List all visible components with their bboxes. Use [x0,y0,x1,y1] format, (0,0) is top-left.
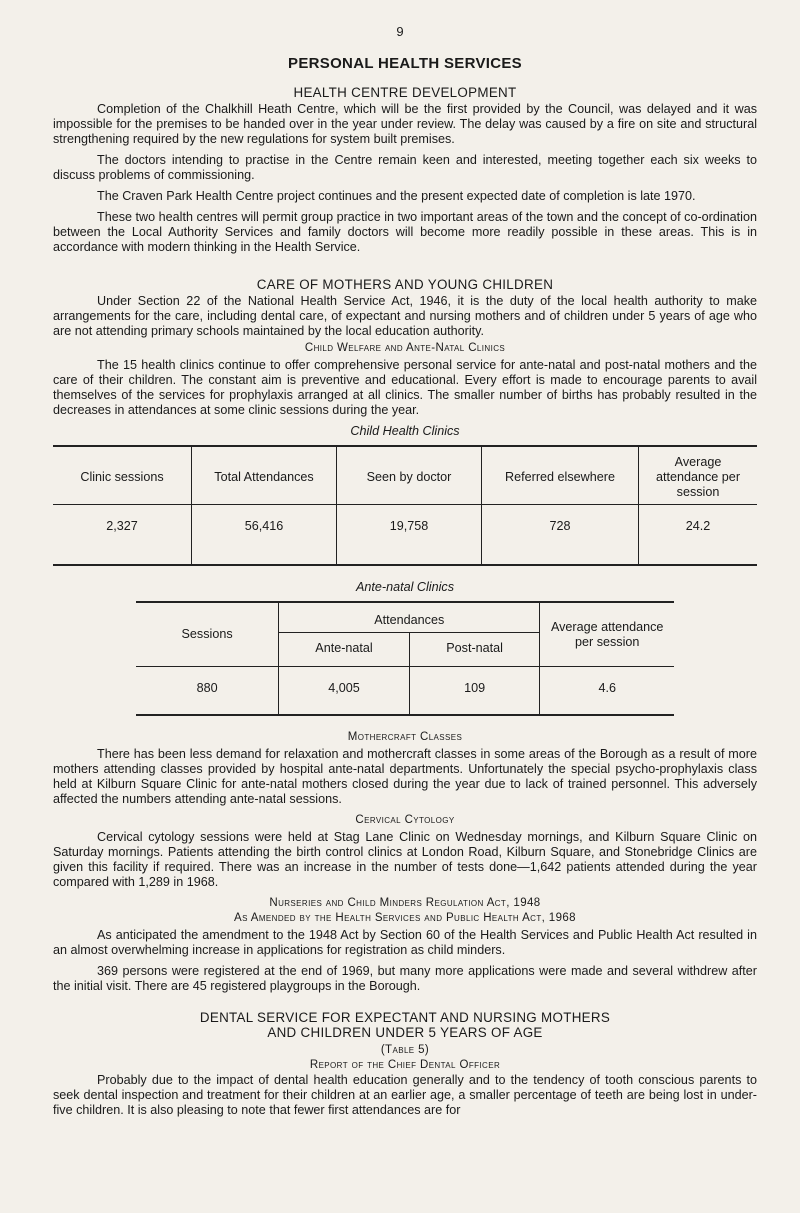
table-cell: 4.6 [540,667,674,716]
dental-table-reference: (Table 5) [380,1044,430,1056]
dental-heading: DENTAL SERVICE FOR EXPECTANT AND NURSING MOTHERS [199,1010,611,1025]
table-row [53,505,757,566]
cytology-paragraph: Cervical cytology sessions were held at Stag Lane Clinic on Wednesday mornings, and Kilburn Square Clinic on Saturday mornings. Patients attending the birth control clinics at London Road, Kilburn Square, and Stonebridge Clinics are given this facility if required. There was an increase in the number of tests done—1,642 patients attended during the year compared with 1,289 in 1968. [53,830,757,889]
health-centre-paragraph-4: These two health centres will permit group practice in two important areas of the town and the concept of co-ordination between the Local Authority Services and family doctors will become more readily possible in these areas. This is in accordance with modern thinking in the Health Service. [53,210,757,254]
table-cell: 728 [482,505,639,566]
dental-paragraph: Probably due to the impact of dental health education generally and to the tendency of tooth conscious parents to seek dental inspection and treatment for their children at an earlier age, a smaller percentage of teeth are being lost in under-five children. It is also pleasing to note that fewer first attendances are for [53,1073,757,1117]
column-header-sessions: Sessions [136,602,279,667]
child-health-table-caption: Child Health Clinics [350,424,460,438]
table-cell: 24.2 [639,505,758,566]
table-cell: 4,005 [279,667,410,716]
mothercraft-paragraph: There has been less demand for relaxation and mothercraft classes in some areas of the Borough as a result of more mothers attending classes provided by hospital ante-natal departments. Unfortunately the special psycho-prophylaxis class held at Kilburn Square Clinic for ante-natal mothers closed during the year due to lack of trained personnel. This adversely affected the numbers attending ante-natal sessions. [53,747,757,806]
cytology-heading: Cervical Cytology [355,814,455,826]
mothers-heading: CARE OF MOTHERS AND YOUNG CHILDREN [256,277,554,292]
child-welfare-paragraph: The 15 health clinics continue to offer comprehensive personal service for ante-natal and post-natal mothers and the care of their children. The constant aim is preventive and educational. Every effort is made to encourage parents to avail themselves of the services for prophylaxis arranged at all clinics. The smaller number of births has probably resulted in the decreases in attendances at some clinic sessions during the year. [53,358,757,417]
health-centre-paragraph-3: The Craven Park Health Centre project continues and the present expected date of completion is late 1970. [97,189,696,203]
table-cell: 19,758 [337,505,482,566]
column-header-attendances: Attendances [279,602,540,633]
dental-report-heading: Report of the Chief Dental Officer [309,1059,501,1071]
column-header-average: Average attendance per session [540,602,674,667]
table-cell: 2,327 [106,519,138,533]
nurseries-subheading: As Amended by the Health Services and Public Health Act, 1968 [234,912,576,924]
dental-heading-line-2: AND CHILDREN UNDER 5 YEARS OF AGE [267,1025,543,1040]
table-row [136,667,674,716]
health-centre-paragraph-1: Completion of the Chalkhill Heath Centre, which will be the first provided by the Council, was delayed and it was impossible for the premises to be handed over in the year under review. The delay was caused by a fire on site and structural strengthening required by the new regulations for system built premises. [53,102,757,146]
column-header: Total Attendances [192,446,337,505]
nurseries-paragraph-1: As anticipated the amendment to the 1948 Act by Section 60 of the Health Services and Public Health Act resulted in an almost overwhelming increase in applications for registration as child minders. [53,928,757,957]
page-title: PERSONAL HEALTH SERVICES [288,55,522,72]
column-header: Referred elsewhere [482,446,639,505]
antenatal-table-caption: Ante-natal Clinics [356,580,454,594]
child-health-table [53,445,757,566]
column-header: Clinic sessions [53,446,192,505]
column-header: Seen by doctor [337,446,482,505]
mothers-paragraph: Under Section 22 of the National Health Service Act, 1946, it is the duty of the local health authority to make arrangements for the care, including dental care, of expectant and nursing mothers and of children under 5 years of age who are not attending primary schools maintained by the local education authority. [53,294,757,338]
nurseries-paragraph-2: 369 persons were registered at the end of 1969, but many more applications were made and several withdrew after the initial visit. There are 45 registered playgroups in the Borough. [53,964,757,993]
table-cell: 109 [409,667,540,716]
health-centre-paragraph-2: The doctors intending to practise in the Centre remain keen and interested, meeting together each six weeks to discuss problems of commissioning. [53,153,757,182]
page-content [53,48,757,1124]
table-cell: 880 [136,667,279,716]
health-centre-heading: HEALTH CENTRE DEVELOPMENT [293,85,517,100]
column-header: Average attendance per session [639,446,758,505]
table-cell: 56,416 [192,505,337,566]
antenatal-table [136,601,674,716]
column-header-ante-natal: Ante-natal [279,633,410,667]
column-header-post-natal: Post-natal [409,633,540,667]
nurseries-heading: Nurseries and Child Minders Regulation Act, 1948 [269,897,541,909]
page-number: 9 [396,24,404,39]
child-welfare-subheading: Child Welfare and Ante-Natal Clinics [304,342,506,354]
mothercraft-heading: Mothercraft Classes [347,731,463,743]
